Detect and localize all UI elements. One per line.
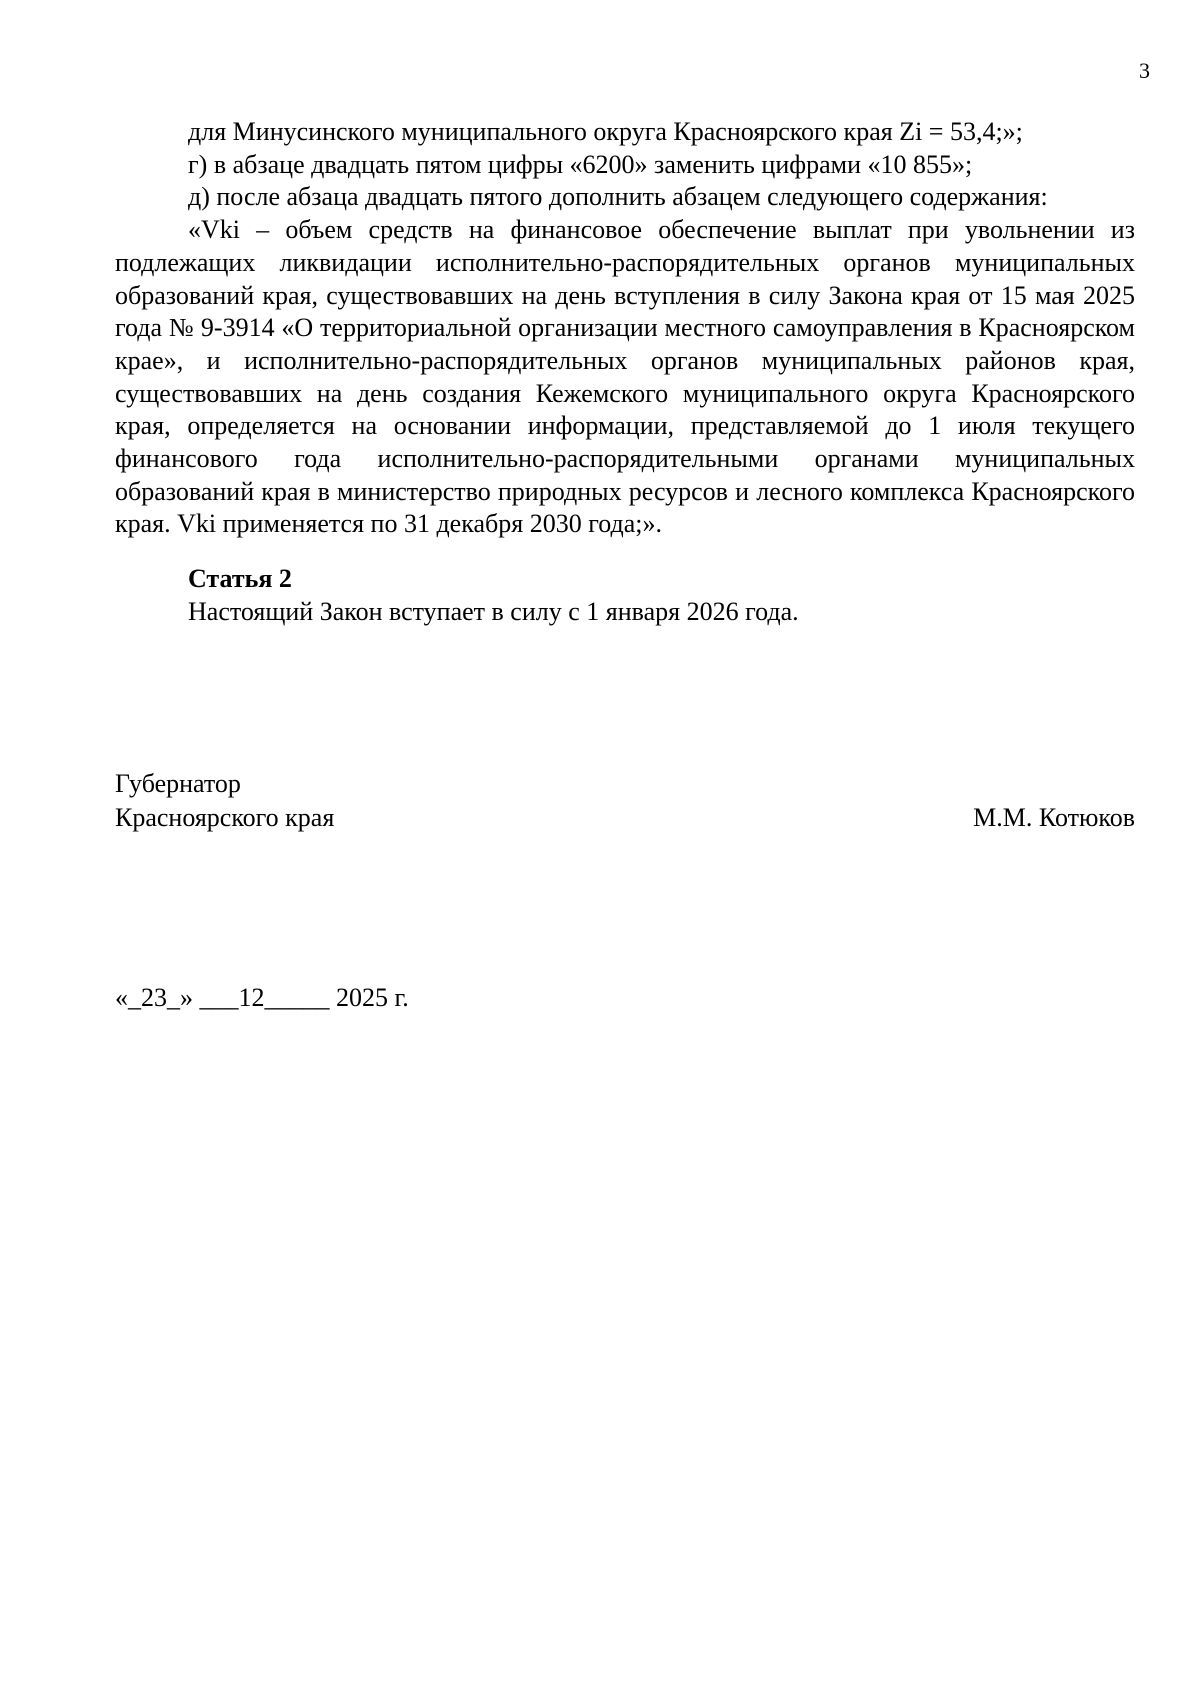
article-title: Статья 2 — [188, 564, 292, 594]
paragraph-minusinsk: для Минусинского муниципального округа Красноярского края Zi = 53,4;»; — [188, 117, 1023, 146]
signature-position-line2: Красноярского края — [115, 803, 335, 832]
signatory-name: М.М. Котюков — [973, 803, 1135, 832]
paragraph-gap — [115, 541, 1135, 563]
article-text: Настоящий Закон вступает в силу с 1 января 2026 года. — [188, 596, 799, 626]
signature-line — [115, 801, 1135, 835]
paragraph-g: г) в абзаце двадцать пятом цифры «6200» заменить цифрами «10 855»; — [188, 149, 973, 179]
paragraph-vki: «Vki – объем средств на финансовое обеспечение выплат при увольнении из подлежащих ликвидации исполнительно-распорядительных органов муниципальных образований края, существовавших на день вступления в силу Закона края от 15 мая 2025 года № 9-3914 «О территориальной организации местного самоуправления в Красноярском крае», и исполнительно-распорядительных органов муниципальных районов края, существовавших на день создания Кежемского муниципального округа Красноярского края, определяется на основании информации, представляемой до 1 июля текущего финансового года исполнительно-распорядительными органами муниципальных образований края в министерство природных ресурсов и лесного комплекса Красноярского края. Vki применяется по 31 декабря 2030 года;». — [115, 215, 1135, 539]
signature-position-line1: Губернатор — [115, 769, 241, 798]
paragraph-d: д) после абзаца двадцать пятого дополнить абзацем следующего содержания: — [188, 182, 1048, 212]
document-body — [115, 116, 1135, 629]
signing-date: «_23_» ___12_____ 2025 г. — [115, 983, 409, 1012]
page-number: 3 — [1139, 58, 1150, 83]
signature-block — [115, 767, 1135, 835]
